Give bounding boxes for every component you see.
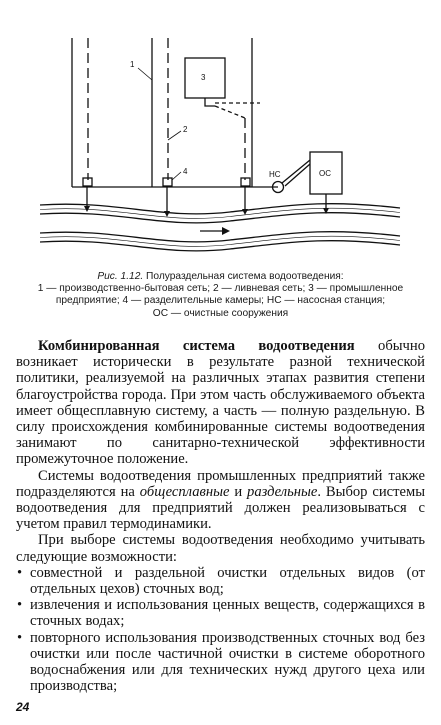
- figure-caption: [18, 271, 423, 320]
- list-item: [16, 597, 425, 629]
- page-number: 24: [16, 700, 30, 714]
- list-item: [16, 565, 425, 597]
- paragraph-3: При выборе системы водоотведения необходимо учитывать следующие возможности:: [16, 532, 425, 565]
- possibilities-list: [16, 565, 425, 695]
- term-separate: раздельные: [247, 483, 318, 500]
- term-combined-sewer: общесплавные: [139, 483, 230, 500]
- caption-line-3: предприятие; 4 — разделительные камеры; НС — насосная станция;: [55, 295, 386, 307]
- paragraph-1: [16, 338, 425, 468]
- caption-lead: Рис. 1.12.: [97, 271, 144, 282]
- leader-2: [168, 131, 181, 140]
- factory-3-outlet: [205, 98, 215, 106]
- caption-line-2: 1 — производственно-бытовая сеть; 2 — ливневая сеть; 3 — промышленное: [37, 283, 404, 295]
- list-item-text-3: повторного использования производственных сточных вод без очистки или после частичной очистки в системе оборотного водоснабжения или для технических нужд другого цеха или производства;: [30, 629, 425, 695]
- caption-line-1: [18, 271, 423, 283]
- term-combined-system: Комбинированная система водоотведения: [38, 338, 355, 354]
- pressure-line-2: [285, 164, 310, 186]
- list-item-text-1: совместной и раздельной очистки отдельных видов (от отдельных цехов) сточных вод;: [30, 564, 425, 598]
- label-ns: НС: [269, 170, 281, 179]
- label-3: 3: [201, 73, 206, 82]
- label-2: 2: [183, 125, 188, 134]
- river-bank-upper-2: [40, 213, 400, 223]
- outlet-3-arrowhead: [242, 209, 248, 215]
- outlet-2-arrowhead: [164, 211, 170, 217]
- factory-3-dashed: [215, 106, 245, 118]
- paragraph-1-text: обычно возникает исторически в результате разной технической политики, реализуемой на различных этапах развития степени благоустройства города. При этом часть обслуживаемого объекта имеет общесплавную систему, а часть — полную раздельную. В силу происхождения комбинированные системы водоотведения занимают по санитарно-технической эффективности промежуточное положение.: [16, 338, 425, 468]
- bullet-2: •: [17, 597, 23, 614]
- label-4: 4: [183, 167, 188, 176]
- paragraph-2-a: Системы водоотведения промышленных предприятий также подразделяются на: [16, 467, 425, 500]
- list-item: [16, 630, 425, 695]
- paragraph-2: [16, 468, 425, 533]
- bullet-3: •: [17, 629, 23, 646]
- leader-1: [138, 68, 152, 80]
- label-1: 1: [130, 60, 135, 69]
- caption-line-4: ОС — очистные сооружения: [152, 307, 289, 319]
- label-os: ОС: [319, 169, 331, 178]
- river-bank-lower-2: [40, 241, 400, 251]
- paragraph-2-b: и: [229, 483, 248, 500]
- pressure-line-1: [282, 160, 310, 183]
- leader-4: [172, 172, 181, 180]
- flow-arrowhead: [222, 227, 230, 235]
- bullet-1: •: [17, 564, 23, 581]
- body-text: [16, 338, 425, 694]
- caption-title: Полураздельная система водоотведения:: [143, 271, 344, 282]
- paragraph-2-c: . Выбор системы водоотведения для предприятий должен реализовываться с учетом правил термодинамики.: [16, 483, 426, 533]
- water-disposal-scheme-figure: [0, 0, 441, 270]
- list-item-text-2: извлечения и использования ценных веществ, содержащихся в сточных водах;: [30, 597, 425, 630]
